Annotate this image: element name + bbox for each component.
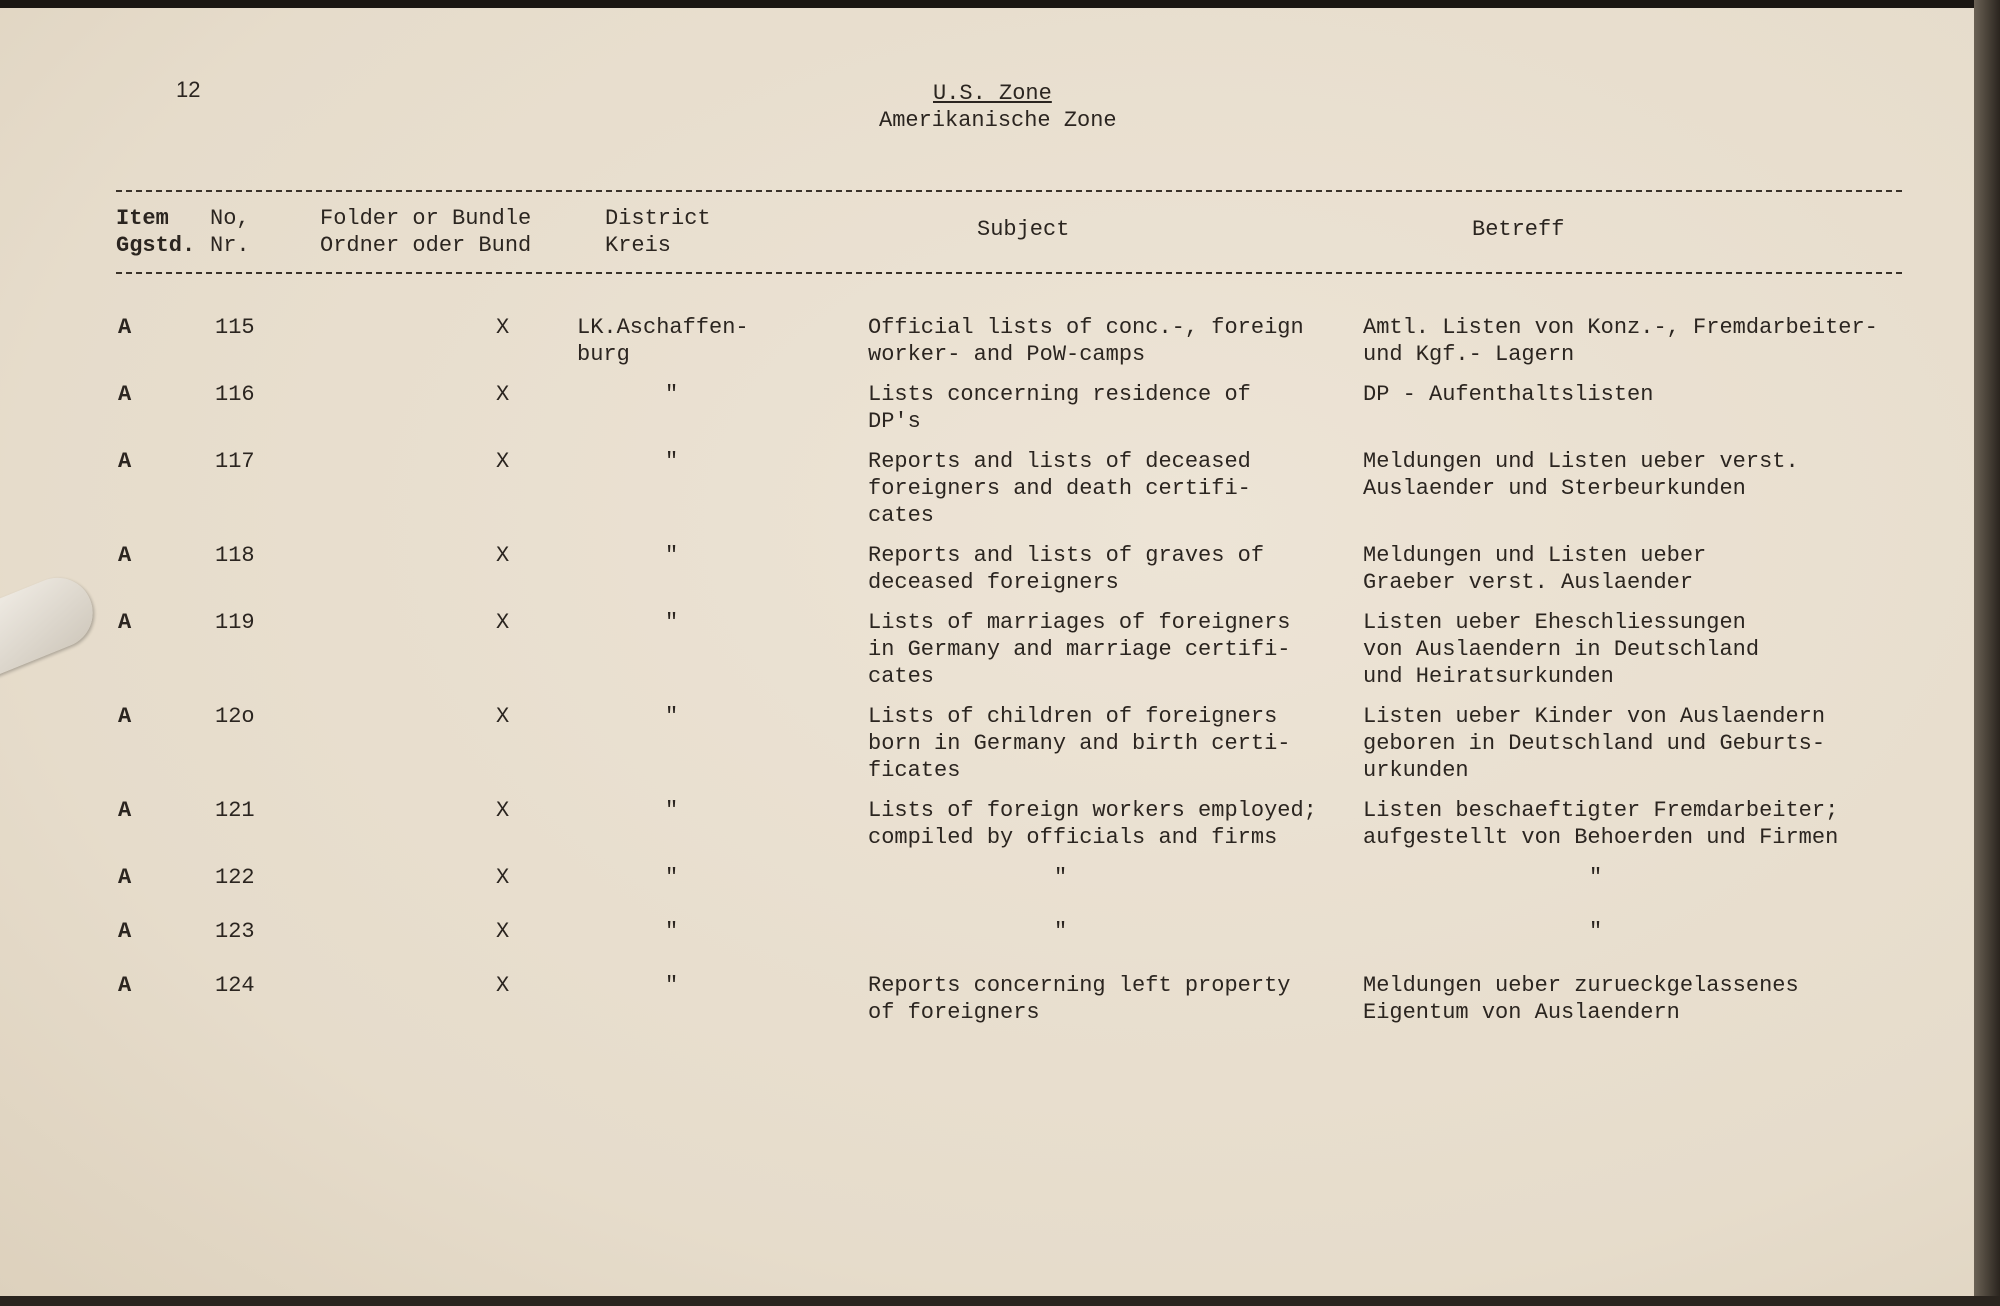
page-number: 12 xyxy=(176,77,201,102)
row-subject: Reports and lists of deceased xyxy=(868,449,1251,474)
row-district: burg xyxy=(577,342,630,367)
row-subject: Reports and lists of graves of xyxy=(868,543,1265,568)
row-subject: Official lists of conc.-, foreign xyxy=(868,315,1304,340)
row-betreff: Auslaender und Sterbeurkunden xyxy=(1363,476,1746,501)
row-betreff: Listen ueber Kinder von Auslaendern xyxy=(1363,704,1826,729)
row-betreff: Eigentum von Auslaendern xyxy=(1363,1000,1680,1025)
row-betreff: " xyxy=(1589,865,1603,890)
row-betreff: und Heiratsurkunden xyxy=(1363,664,1614,689)
row-folder-mark: X xyxy=(496,449,510,474)
row-folder-mark: X xyxy=(496,704,510,729)
row-district: " xyxy=(665,610,679,635)
row-number: 118 xyxy=(215,543,255,568)
row-betreff: und Kgf.- Lagern xyxy=(1363,342,1575,367)
row-district: LK.Aschaffen- xyxy=(577,315,749,340)
row-district: " xyxy=(665,382,679,407)
row-betreff: Graeber verst. Auslaender xyxy=(1363,570,1694,595)
row-subject: of foreigners xyxy=(868,1000,1040,1025)
row-folder-mark: X xyxy=(496,543,510,568)
row-item: A xyxy=(118,315,132,340)
row-number: 121 xyxy=(215,798,255,823)
row-folder-mark: X xyxy=(496,973,510,998)
row-betreff: Listen beschaeftigter Fremdarbeiter; xyxy=(1363,798,1839,823)
row-betreff: aufgestellt von Behoerden und Firmen xyxy=(1363,825,1839,850)
row-betreff: geboren in Deutschland und Geburts- xyxy=(1363,731,1826,756)
row-subject: deceased foreigners xyxy=(868,570,1119,595)
row-item: A xyxy=(118,704,132,729)
row-betreff: urkunden xyxy=(1363,758,1469,783)
row-number: 124 xyxy=(215,973,255,998)
row-subject: " xyxy=(1054,919,1068,944)
row-folder-mark: X xyxy=(496,610,510,635)
row-betreff: von Auslaendern in Deutschland xyxy=(1363,637,1760,662)
row-item: A xyxy=(118,382,132,407)
row-number: 116 xyxy=(215,382,255,407)
row-betreff: " xyxy=(1589,919,1603,944)
row-item: A xyxy=(118,973,132,998)
row-betreff: DP - Aufenthaltslisten xyxy=(1363,382,1654,407)
col-header-subject: Subject xyxy=(977,217,1070,242)
row-subject: DP's xyxy=(868,409,921,434)
row-number: 122 xyxy=(215,865,255,890)
row-subject: Lists of children of foreigners xyxy=(868,704,1278,729)
row-item: A xyxy=(118,449,132,474)
row-folder-mark: X xyxy=(496,919,510,944)
row-folder-mark: X xyxy=(496,315,510,340)
row-betreff: Meldungen und Listen ueber verst. xyxy=(1363,449,1799,474)
row-subject: Lists of marriages of foreigners xyxy=(868,610,1291,635)
row-district: " xyxy=(665,798,679,823)
row-folder-mark: X xyxy=(496,382,510,407)
row-folder-mark: X xyxy=(496,798,510,823)
row-number: 123 xyxy=(215,919,255,944)
row-item: A xyxy=(118,610,132,635)
page-title: U.S. Zone xyxy=(933,81,1052,106)
row-item: A xyxy=(118,798,132,823)
row-betreff: Meldungen ueber zurueckgelassenes xyxy=(1363,973,1799,998)
row-number: 117 xyxy=(215,449,255,474)
row-betreff: Meldungen und Listen ueber xyxy=(1363,543,1707,568)
col-header-no: No, Nr. xyxy=(210,206,250,258)
row-subject: born in Germany and birth certi- xyxy=(868,731,1291,756)
row-district: " xyxy=(665,973,679,998)
row-subject: Lists concerning residence of xyxy=(868,382,1251,407)
row-number: 12o xyxy=(215,704,255,729)
row-subject: Lists of foreign workers employed; xyxy=(868,798,1317,823)
row-betreff: Listen ueber Eheschliessungen xyxy=(1363,610,1746,635)
row-subject: cates xyxy=(868,503,935,528)
page-subtitle: Amerikanische Zone xyxy=(879,108,1117,133)
row-subject: Reports concerning left property xyxy=(868,973,1291,998)
row-district: " xyxy=(665,543,679,568)
row-subject: compiled by officials and firms xyxy=(868,825,1278,850)
row-subject: worker- and PoW-camps xyxy=(868,342,1146,367)
row-subject: " xyxy=(1054,865,1068,890)
row-betreff: Amtl. Listen von Konz.-, Fremdarbeiter- xyxy=(1363,315,1878,340)
col-header-district: District Kreis xyxy=(605,206,711,258)
row-district: " xyxy=(665,449,679,474)
row-item: A xyxy=(118,865,132,890)
col-header-folder: Folder or Bundle Ordner oder Bund xyxy=(320,206,532,258)
row-subject: foreigners and death certifi- xyxy=(868,476,1251,501)
row-district: " xyxy=(665,865,679,890)
row-district: " xyxy=(665,919,679,944)
row-district: " xyxy=(665,704,679,729)
row-folder-mark: X xyxy=(496,865,510,890)
row-number: 119 xyxy=(215,610,255,635)
row-item: A xyxy=(118,919,132,944)
bottom-edge xyxy=(0,1296,2000,1306)
row-subject: cates xyxy=(868,664,935,689)
row-subject: ficates xyxy=(868,758,961,783)
row-subject: in Germany and marriage certifi- xyxy=(868,637,1291,662)
row-item: A xyxy=(118,543,132,568)
header-bottom-rule xyxy=(116,272,1902,274)
row-number: 115 xyxy=(215,315,255,340)
header-top-rule xyxy=(116,190,1902,192)
page-edge xyxy=(1974,0,2000,1306)
col-header-item: Item Ggstd. xyxy=(116,206,196,258)
col-header-betreff: Betreff xyxy=(1472,217,1565,242)
